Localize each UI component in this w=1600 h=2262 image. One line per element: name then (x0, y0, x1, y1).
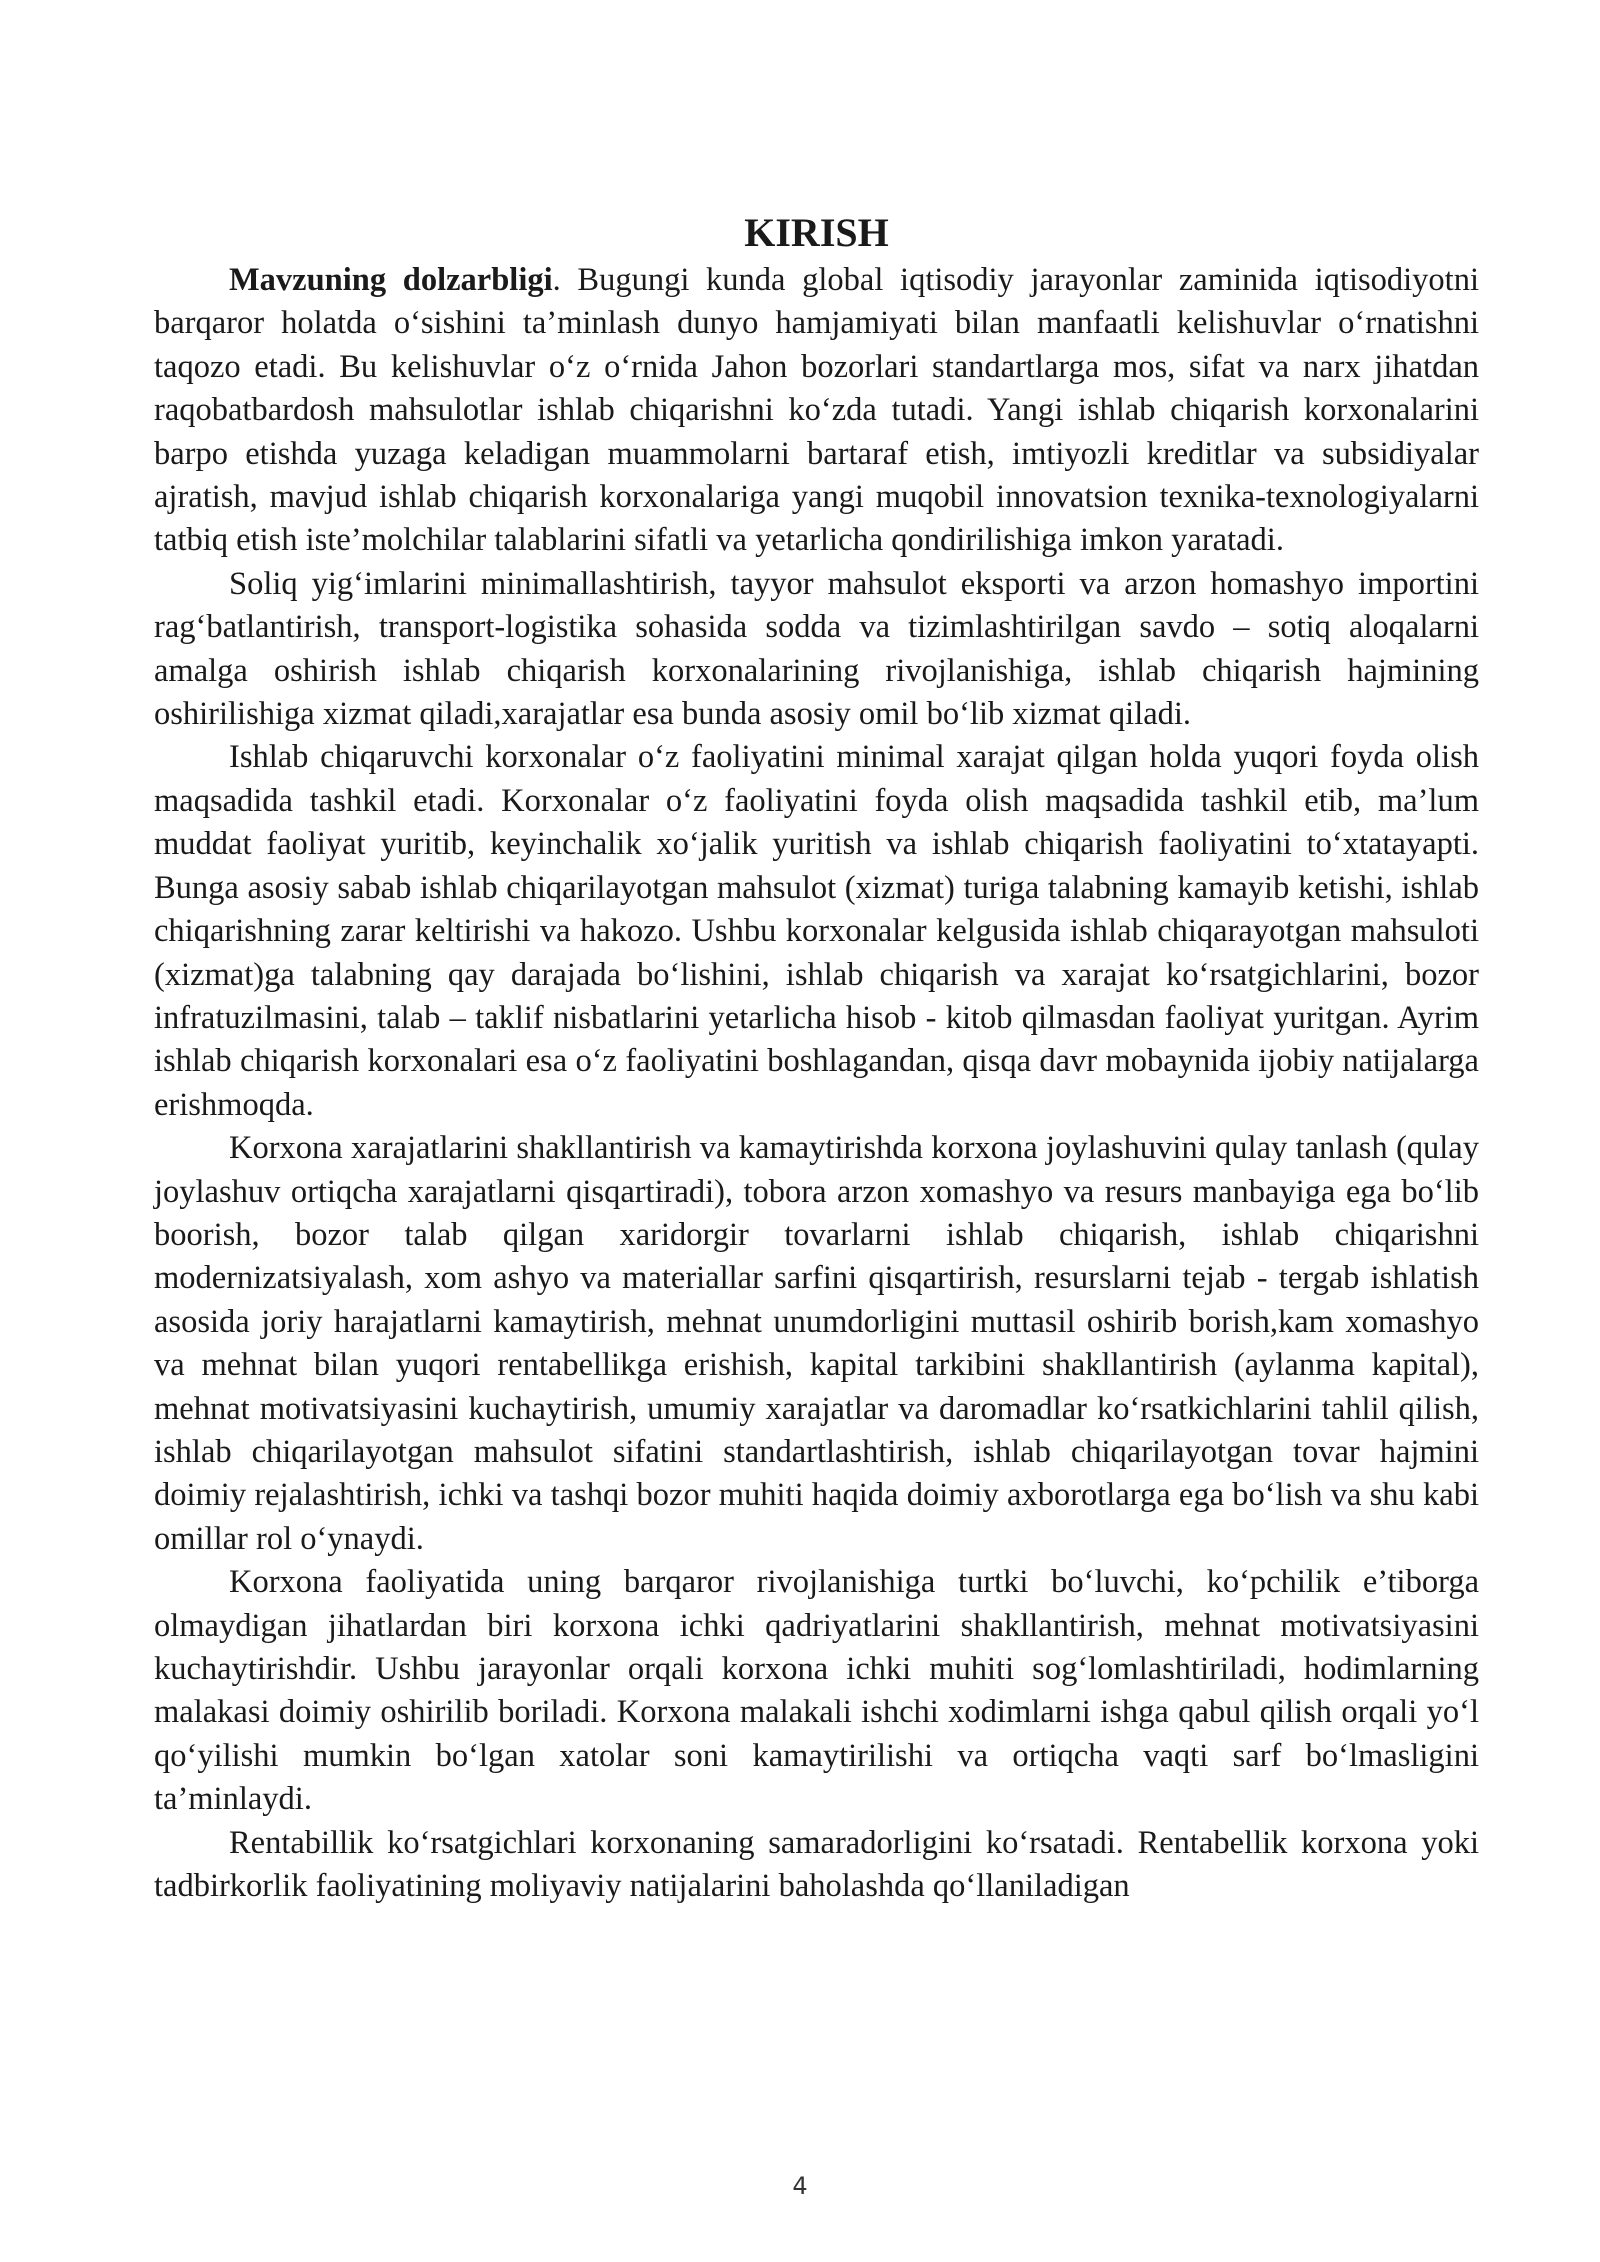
page-number: 4 (792, 2172, 808, 2200)
paragraph-6: Rentabillik ko‘rsatgichlari korxonaning samaradorligini ko‘rsatadi. Rentabellik korxona yoki tadbirkorlik faoliyatining moliyaviy natijalarini baholashda qo‘llaniladigan (154, 1824, 1479, 1905)
paragraph-5: Korxona faoliyatida uning barqaror rivojlanishiga turtki bo‘luvchi, ko‘pchilik e’tiborga olmaydigan jihatlardan biri korxona ichki qadriyatlarini shakllantirish, mehnat motivatsiyasini kuchaytirishdir. Ushbu jarayonlar orqali korxona ichki muhiti sog‘lomlashtiriladi, hodimlarning malakasi doimiy oshirilib boriladi. Korxona malakali ishchi xodimlarni ishga qabul qilish orqali yo‘l qo‘yilishi mumkin bo‘lgan xatolar soni kamaytirilishi va ortiqcha vaqti sarf bo‘lmasligini ta’minlaydi. (154, 1564, 1479, 1818)
paragraph-2: Soliq yig‘imlarini minimallashtirish, tayyor mahsulot eksporti va arzon homashyo importini rag‘batlantirish, transport-logistika sohasida sodda va tizimlashtirilgan savdo – sotiq aloqalarni amalga oshirish ishlab chiqarish korxonalarining rivojlanishiga, ishlab chiqarish hajmining oshirilishiga xizmat qiladi,xarajatlar esa bunda asosiy omil bo‘lib xizmat qiladi. (154, 565, 1479, 733)
paragraph-3: Ishlab chiqaruvchi korxonalar o‘z faoliyatini minimal xarajat qilgan holda yuqori foyda olish maqsadida tashkil etadi. Korxonalar o‘z faoliyatini foyda olish maqsadida tashkil etib, ma’lum muddat faoliyat yuritib, keyinchalik xo‘jalik yuritish va ishlab chiqarish faoliyatini to‘xtatayapti. Bunga asosiy sabab ishlab chiqarilayotgan mahsulot (xizmat) turiga talabning kamayib ketishi, ishlab chiqarishning zarar keltirishi va hakozo. Ushbu korxonalar kelgusida ishlab chiqarayotgan mahsuloti (xizmat)ga talabning qay darajada bo‘lishini, ishlab chiqarish va xarajat ko‘rsatgichlarini, bozor infratuzilmasini, talab – taklif nisbatlarini yetarlicha hisob - kitob qilmasdan faoliyat yuritgan. Ayrim ishlab chiqarish korxonalari esa o‘z faoliyatini boshlagandan, qisqa davr mobaynida ijobiy natijalarga erishmoqda. (154, 739, 1479, 1123)
page-title: KIRISH (744, 210, 889, 255)
paragraph-4: Korxona xarajatlarini shakllantirish va kamaytirishda korxona joylashuvini qulay tanlash (qulay joylashuv ortiqcha xarajatlarni qisqartiradi), tobora arzon xomashyo va resurs manbayiga ega bo‘lib boorish, bozor talab qilgan xaridorgir tovarlarni ishlab chiqarish, ishlab chiqarishni modernizatsiyalash, xom ashyo va materiallar sarfini qisqartirish, resurslarni tejab - tergab ishlatish asosida joriy harajatlarni kamaytirish, mehnat unumdorligini muttasil oshirib borish,kam xomashyo va mehnat bilan yuqori rentabellikga erishish, kapital tarkibini shakllantirish (aylanma kapital), mehnat motivatsiyasini kuchaytirish, umumiy xarajatlar va daromadlar ko‘rsatkichlarini tahlil qilish, ishlab chiqarilayotgan mahsulot sifatini standartlashtirish, ishlab chiqarilayotgan tovar hajmini doimiy rejalashtirish, ichki va tashqi bozor muhiti haqida doimiy axborotlarga ega bo‘lish va shu kabi omillar rol o‘ynaydi. (154, 1130, 1479, 1557)
document-page (154, 208, 1479, 1908)
paragraph-lead: Mavzuning dolzarbligi (229, 262, 553, 298)
paragraph-text: . Bugungi kunda global iqtisodiy jarayonlar zaminida iqtisodiyotni barqaror holatda o‘sishini ta’minlash dunyo hamjamiyati bilan manfaatli kelishuvlar o‘rnatishni taqozo etadi. Bu kelishuvlar o‘z o‘rnida Jahon bozorlari standartlarga mos, sifat va narx jihatdan raqobatbardosh mahsulotlar ishlab chiqarishni ko‘zda tutadi. Yangi ishlab chiqarish korxonalarini barpo etishda yuzaga keladigan muammolarni bartaraf etish, imtiyozli kreditlar va subsidiyalar ajratish, mavjud ishlab chiqarish korxonalariga yangi muqobil innovatsion texnika-texnologiyalarni tatbiq etish iste’molchilar talablarini sifatli va yetarlicha qondirilishiga imkon yaratadi. (154, 262, 1479, 559)
paragraph-1 (154, 259, 1479, 563)
